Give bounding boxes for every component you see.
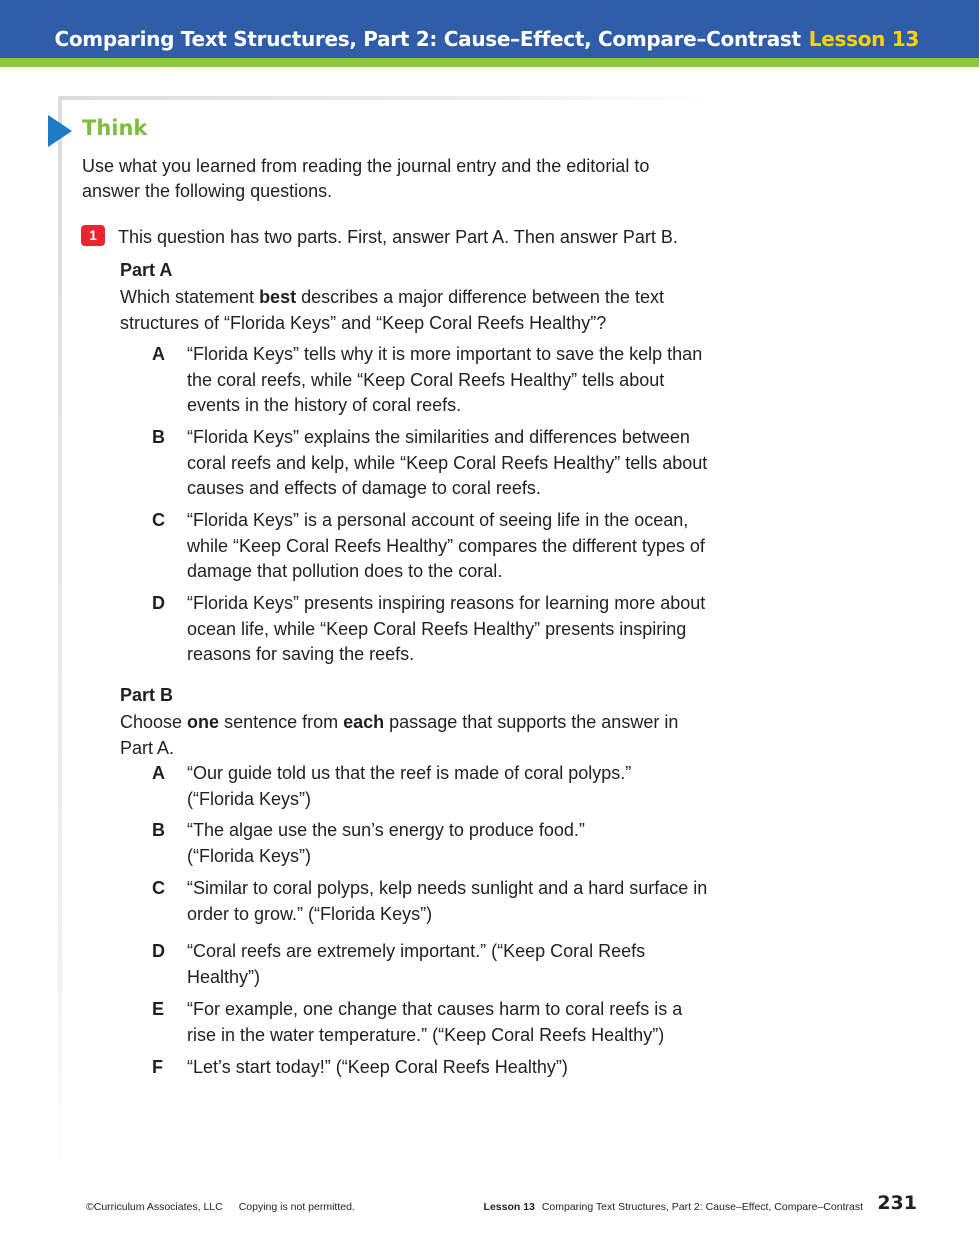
choice-text: “For example, one change that causes harm to coral reefs is a rise in the water temperature.” (“Keep Coral Reefs Healthy”) [187, 999, 683, 1045]
choice-letter: A [152, 344, 165, 364]
question-text: This question has two parts. First, answer Part A. Then answer Part B. [118, 227, 678, 247]
choice-text: “Florida Keys” tells why it is more important to save the kelp than the coral reefs, while “Keep Coral Reefs Healthy” tells about events in the history of coral reefs. [187, 344, 703, 415]
footer-lesson-info [484, 1201, 863, 1213]
part-b-prompt-emphasis-2: each [343, 712, 385, 732]
part-a-prompt-start: Which statement [120, 287, 260, 307]
choice-letter: F [152, 1057, 163, 1077]
footer-copyright-text: ©Curriculum Associates, LLC [86, 1201, 223, 1213]
choice-text: “Florida Keys” explains the similarities and differences between coral reefs and kelp, while “Keep Coral Reefs Healthy” tells about causes and effects of damage to coral reefs. [187, 427, 708, 498]
part-a-prompt-end: describes a major difference between the text structures of “Florida Keys” and “Keep Coral Reefs Healthy”? [120, 287, 664, 333]
choice-text: “Florida Keys” is a personal account of seeing life in the ocean, while “Keep Coral Reefs Healthy” compares the different types of damage that pollution does to the coral. [187, 510, 705, 581]
choice-text: “Coral reefs are extremely important.” (“Keep Coral Reefs Healthy”) [187, 941, 646, 987]
section-intro: Use what you learned from reading the journal entry and the editorial to answer the following questions. [82, 156, 650, 201]
footer-lesson-title: Comparing Text Structures, Part 2: Cause–Effect, Compare–Contrast [541, 1201, 863, 1213]
think-flag-icon [48, 115, 72, 147]
choice-text: “Florida Keys” presents inspiring reasons for learning more about ocean life, while “Keep Coral Reefs Healthy” presents inspiring reasons for saving the reefs. [187, 593, 706, 664]
part-a-prompt [120, 285, 710, 336]
question-number-badge: 1 [81, 225, 105, 246]
choice-letter: D [152, 593, 165, 613]
part-b-choice-f[interactable] [152, 1055, 722, 1081]
part-b-prompt-3: passage that supports the answer in Part A. [120, 712, 679, 758]
choice-letter: D [152, 941, 165, 961]
header-title-text: Comparing Text Structures, Part 2: Cause–Effect, Compare–Contrast [54, 27, 801, 51]
header-accent-stripe [0, 58, 979, 67]
part-b-prompt-1: Choose [120, 712, 188, 732]
panel-top-border [58, 96, 708, 100]
choice-text: “The algae use the sun’s energy to produce food.” (“Florida Keys”) [187, 820, 585, 866]
part-a-choice-c[interactable] [152, 508, 722, 585]
section-title: Think [82, 116, 148, 140]
part-a-choice-b[interactable] [152, 425, 722, 502]
part-b-choice-b[interactable] [152, 818, 632, 869]
part-b-prompt-2: sentence from [219, 712, 344, 732]
part-b-choice-d[interactable] [152, 939, 692, 990]
choice-letter: A [152, 763, 165, 783]
choice-text: “Our guide told us that the reef is made of coral polyps.” (“Florida Keys”) [187, 763, 632, 809]
footer-lesson-label: Lesson 13 [483, 1201, 535, 1213]
choice-letter: B [152, 427, 165, 447]
part-a-choice-a[interactable] [152, 342, 722, 419]
part-b-prompt [120, 710, 690, 761]
part-b-choice-e[interactable] [152, 997, 692, 1048]
footer-copyright [86, 1201, 355, 1213]
part-a-choice-d[interactable] [152, 591, 722, 668]
part-b-choice-c[interactable] [152, 876, 722, 927]
part-b-choice-a[interactable] [152, 761, 682, 812]
part-b-label: Part B [120, 685, 174, 705]
header-title [54, 27, 919, 51]
footer-notice: Copying is not permitted. [238, 1201, 355, 1213]
choice-letter: C [152, 510, 165, 530]
header-lesson-label: Lesson 13 [808, 27, 919, 51]
choice-letter: B [152, 820, 165, 840]
choice-letter: C [152, 878, 165, 898]
page-number: 231 [877, 1192, 917, 1214]
choice-text: “Let’s start today!” (“Keep Coral Reefs Healthy”) [187, 1057, 568, 1077]
part-a-prompt-emphasis: best [259, 287, 297, 307]
part-b-prompt-emphasis-1: one [187, 712, 220, 732]
choice-letter: E [152, 999, 165, 1019]
part-a-label: Part A [120, 260, 173, 280]
panel-left-border [58, 96, 62, 1166]
choice-text: “Similar to coral polyps, kelp needs sunlight and a hard surface in order to grow.” (“Florida Keys”) [187, 878, 708, 924]
